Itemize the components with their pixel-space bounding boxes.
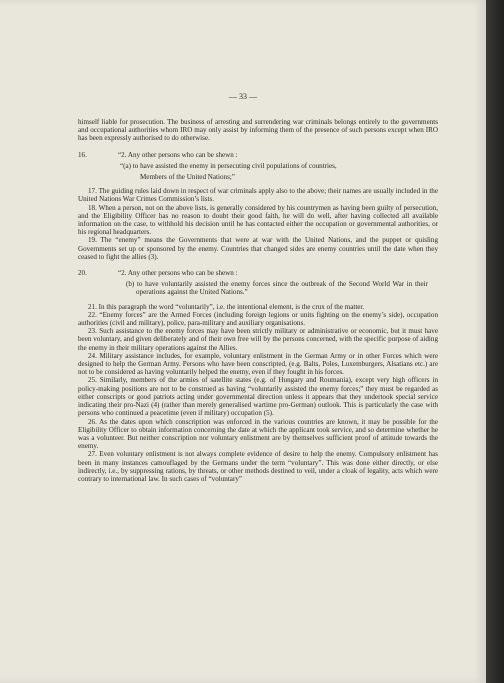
para-24: 24. Military assistance includes, for example, voluntary enlistment in the German Army or in other Forces which were designed to help the German Army. Persons who have been conscripted, (e.g. Balts, Poles, Luxemburgers, Alsatians etc.) are not to be considered as having voluntarily helped the enemy, even if they fought in his forces. xyxy=(78,351,438,377)
para-21: 21. In this paragraph the word “voluntarily”, i.e. the intentional element, is the crux of the matter. xyxy=(88,302,365,311)
page-body xyxy=(78,118,438,483)
intro-paragraph: himself liable for prosecution. The business of arresting and surrendering war criminals belongs entirely to the governments and occupational authorities whom IRO may only assist by informing them of the presence of such persons except when IRO has been expressly authorised to do otherwise. xyxy=(78,118,438,143)
para-19: 19. The “enemy” means the Governments that were at war with the United Nations, and the puppet or quisling Governments set up or sponsored by the enemy. Countries that changed sides are enemy countries until the date when they ceased to fight the allies (3). xyxy=(78,236,438,261)
para-16-lead-text: “2. Any other persons who can be shewn : xyxy=(118,150,238,159)
para-16-lead xyxy=(78,151,438,159)
page-edge-shadow xyxy=(486,0,504,683)
para-16-number: 16. xyxy=(78,150,87,159)
para-27: 27. Even voluntary enlistment is not always complete evidence of desire to help the enemy. Compulsory enlistment has been in many instances camouflaged by the Germans under the term “voluntary”. This was done either directly, or else indirectly, i.e., by suppressing rations, by threats, or other methods destined to veil, under a cloak of legality, acts which were contrary to international law. In such cases of “voluntary” xyxy=(78,450,438,483)
para-23: 23. Such assistance to the enemy forces may have been strictly military or administrative or economic, but it must have been voluntary, and given deliberately and of their own free will by the persons concerned, with the specific purpose of aiding the enemy in their military operations against the Allies. xyxy=(78,327,438,352)
para-20-lead xyxy=(78,269,438,277)
para-26: 26. As the dates upon which conscription was enforced in the various countries are known, it may be possible for the Eligibility Officer to obtain information concerning the date at which the applicant took service, and so determine whether he was a volunteer. But neither conscription nor voluntary enlistment are by themselves sufficient proof of attitude towards the enemy. xyxy=(78,417,438,451)
page-number: — 33 — xyxy=(229,92,257,101)
para-16-item-cont: Members of the United Nations;” xyxy=(140,173,235,182)
para-22: 22. “Enemy forces” are the Armed Forces (including foreign legions or units fighting on the enemy’s side), occupation authorities (civil and military), police, para-military and auxiliary organisations. xyxy=(78,310,438,328)
para-16-item: “(a) to have assisted the enemy in persecuting civil populations of countries, xyxy=(120,161,337,170)
para-25: 25. Similarly, members of the armies of satellite states (e.g. of Hungary and Roumania), except very high officers in policy-making positions are not to be construed as having “voluntarily assisted the enemy forces;” they must be regarded as either conscripts or good patriots acting under governmental direction unless it appears that they undertook special service indicating their pro-Nazi (4) (rather than merely generalised wartime pro-German) outlook. This is particularly the case with persons who continued a peacetime (even if military) occupation (5). xyxy=(78,376,438,418)
para-18: 18. When a person, not on the above lists, is generally considered by his countrymen as having been guilty of persecution, and the Eligibility Officer has no reason to doubt their good faith, he will do well, after having collected all available information on the case, to withhold his decision until he has contacted either the occupation or governmental authorities, or his regional headquarters. xyxy=(78,203,438,237)
para-17: 17. The guiding rules laid down in respect of war criminals apply also to the above; their names are usually included in the United Nations War Crimes Commission’s lists. xyxy=(78,187,438,204)
para-20-item: (b) to have voluntarily assisted the enemy forces since the outbreak of the Second World War in their operations against the United Nations.” xyxy=(126,280,428,297)
para-20-number: 20. xyxy=(78,269,87,278)
para-20-lead-text: “2. Any other persons who can be shewn : xyxy=(118,269,238,278)
